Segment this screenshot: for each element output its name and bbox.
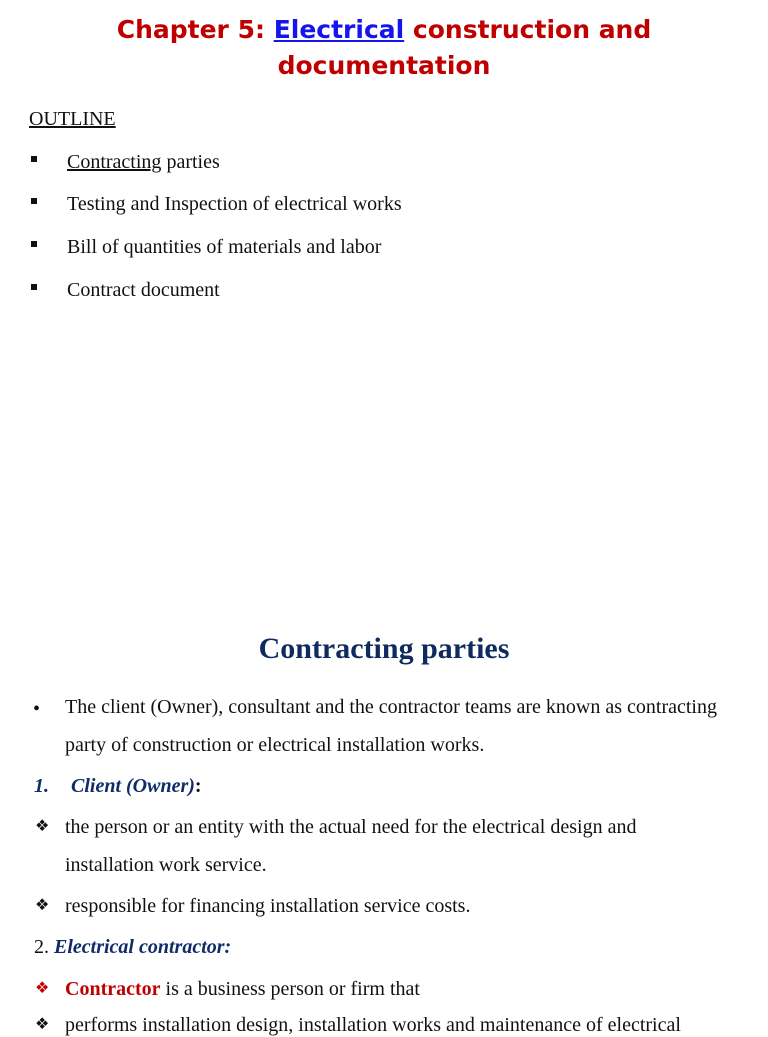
- intro-line-1: The client (Owner), consultant and the contractor teams are known as contracting: [65, 696, 717, 718]
- outline-item-link[interactable]: Contracting: [67, 151, 162, 173]
- client-heading: [34, 774, 202, 798]
- contractor-term: Contractor: [65, 978, 161, 1000]
- section-title: Contracting parties: [258, 632, 510, 665]
- outline-item-label: Bill of quantities of materials and labor: [67, 236, 382, 258]
- contractor-heading: [34, 935, 231, 959]
- chapter-title-line2: documentation: [277, 51, 491, 80]
- client-point-2: responsible for financing installation service costs.: [65, 895, 471, 917]
- electrical-link[interactable]: Electrical: [273, 15, 405, 44]
- contractor-number: 2.: [34, 936, 54, 958]
- chapter-title-suffix: construction and: [404, 15, 652, 44]
- client-number: 1.: [34, 775, 49, 797]
- square-bullet-icon: [31, 156, 37, 162]
- diamond-bullet-icon: ❖: [35, 895, 50, 914]
- chapter-title-line1: [0, 12, 768, 48]
- outline-heading: OUTLINE: [29, 108, 116, 130]
- client-label: Client (Owner): [71, 775, 195, 797]
- outline-item-label: Testing and Inspection of electrical works: [67, 193, 402, 215]
- chapter-title: [0, 12, 768, 84]
- square-bullet-icon: [31, 284, 37, 290]
- outline-item-label: parties: [161, 151, 220, 173]
- diamond-bullet-icon: ❖: [35, 816, 50, 835]
- client-point-1-line-1: the person or an entity with the actual need for the electrical design and: [65, 816, 637, 838]
- chapter-title-prefix: Chapter 5:: [116, 15, 274, 44]
- contractor-point-1: [65, 977, 420, 1001]
- contractor-label: Electrical contractor:: [54, 936, 232, 958]
- square-bullet-icon: [31, 198, 37, 204]
- diamond-bullet-icon: ❖: [35, 1014, 50, 1033]
- bullet-dot-icon: •: [33, 698, 41, 720]
- contractor-point-2-partial: performs installation design, installation works and maintenance of electrical: [65, 1014, 681, 1036]
- client-colon: :: [194, 775, 202, 797]
- intro-line-2: party of construction or electrical installation works.: [65, 734, 485, 756]
- square-bullet-icon: [31, 241, 37, 247]
- diamond-bullet-icon: ❖: [35, 978, 50, 997]
- outline-item-label: Contract document: [67, 279, 220, 301]
- client-point-1-line-2: installation work service.: [65, 854, 267, 876]
- contractor-point-1-rest: is a business person or firm that: [160, 978, 420, 1000]
